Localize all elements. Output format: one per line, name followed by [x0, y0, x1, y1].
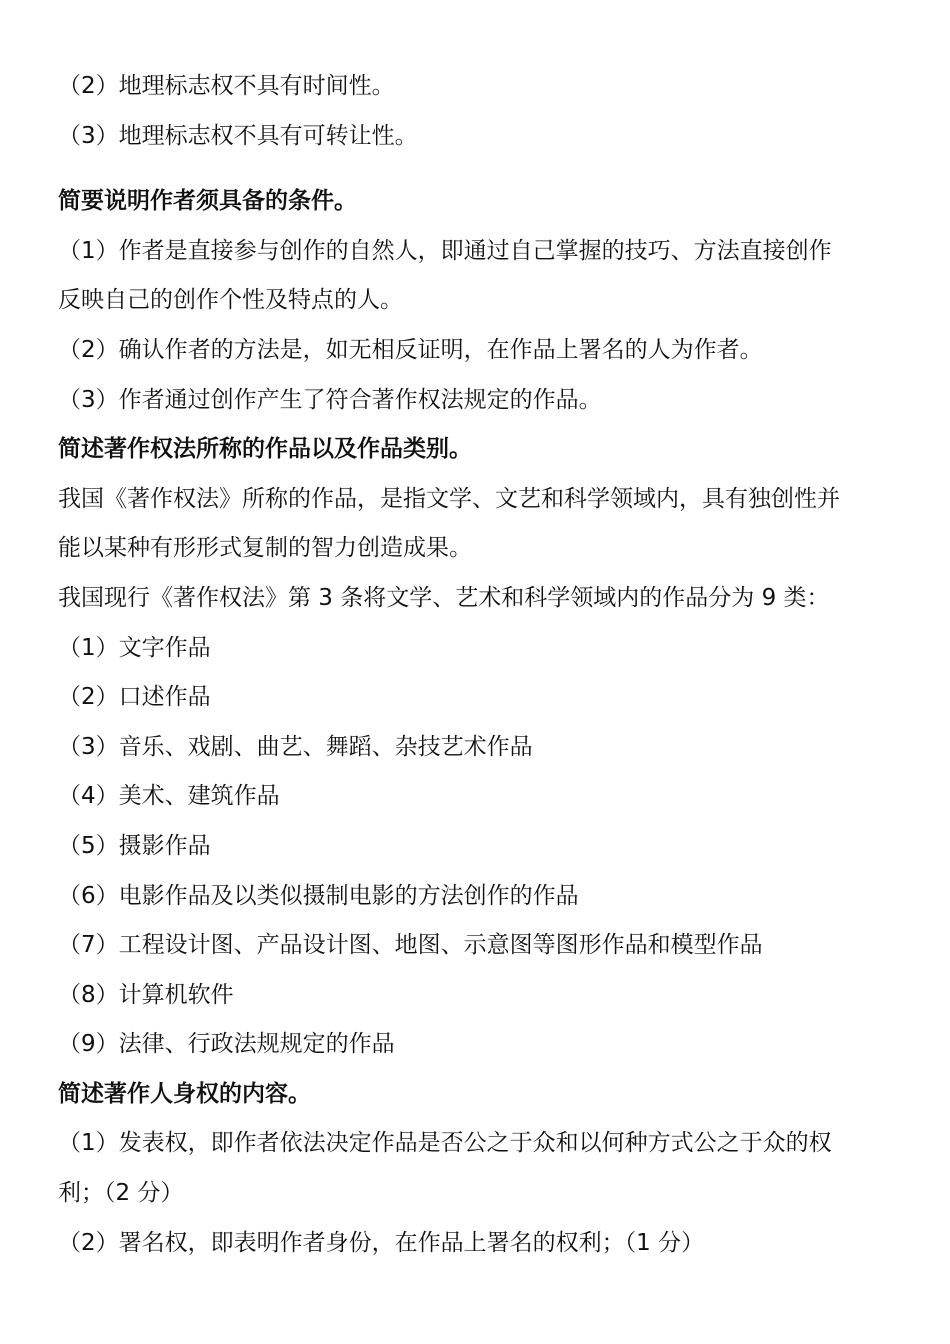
paragraph-line: （2）确认作者的方法是，如无相反证明，在作品上署名的人为作者。 — [58, 336, 763, 363]
list-item: （4）美术、建筑作品 — [58, 783, 280, 810]
paragraph-line: （1）发表权，即作者依法决定作品是否公之于众和以何种方式公之于众的权 — [58, 1130, 832, 1157]
paragraph-line: 我国现行《著作权法》第 3 条将文学、艺术和科学领域内的作品分为 9 类： — [58, 584, 830, 611]
paragraph-line: 能以某种有形形式复制的智力创造成果。 — [58, 535, 472, 562]
list-item: （1）文字作品 — [58, 634, 211, 661]
list-item: （6）电影作品及以类似摄制电影的方法创作的作品 — [58, 882, 579, 909]
list-item: （8）计算机软件 — [58, 981, 234, 1008]
paragraph-line: （2）署名权，即表明作者身份，在作品上署名的权利；（1 分） — [58, 1229, 705, 1256]
list-item: （3）音乐、戏剧、曲艺、舞蹈、杂技艺术作品 — [58, 733, 533, 760]
section-heading: 简述著作人身权的内容。 — [58, 1080, 311, 1107]
list-item: （5）摄影作品 — [58, 832, 211, 859]
paragraph-line: （2）地理标志权不具有时间性。 — [58, 73, 395, 99]
paragraph-line: 我国《著作权法》所称的作品，是指文学、文艺和科学领域内，具有独创性并 — [58, 485, 840, 512]
document-page — [58, 62, 898, 1268]
section-heading: 简要说明作者须具备的条件。 — [58, 188, 357, 215]
paragraph-line: 反映自己的创作个性及特点的人。 — [58, 287, 403, 314]
section-gap — [58, 161, 898, 177]
paragraph-line: （3）地理标志权不具有可转让性。 — [58, 122, 418, 149]
paragraph-line: （1）作者是直接参与创作的自然人，即通过自己掌握的技巧、方法直接创作 — [58, 237, 832, 264]
paragraph-line: 利；（2 分） — [58, 1180, 184, 1207]
list-item: （7）工程设计图、产品设计图、地图、示意图等图形作品和模型作品 — [58, 932, 763, 959]
list-item: （9）法律、行政法规规定的作品 — [58, 1031, 395, 1058]
section-heading: 简述著作权法所称的作品以及作品类别。 — [58, 436, 472, 463]
list-item: （2）口述作品 — [58, 684, 211, 711]
paragraph-line: （3）作者通过创作产生了符合著作权法规定的作品。 — [58, 386, 602, 413]
